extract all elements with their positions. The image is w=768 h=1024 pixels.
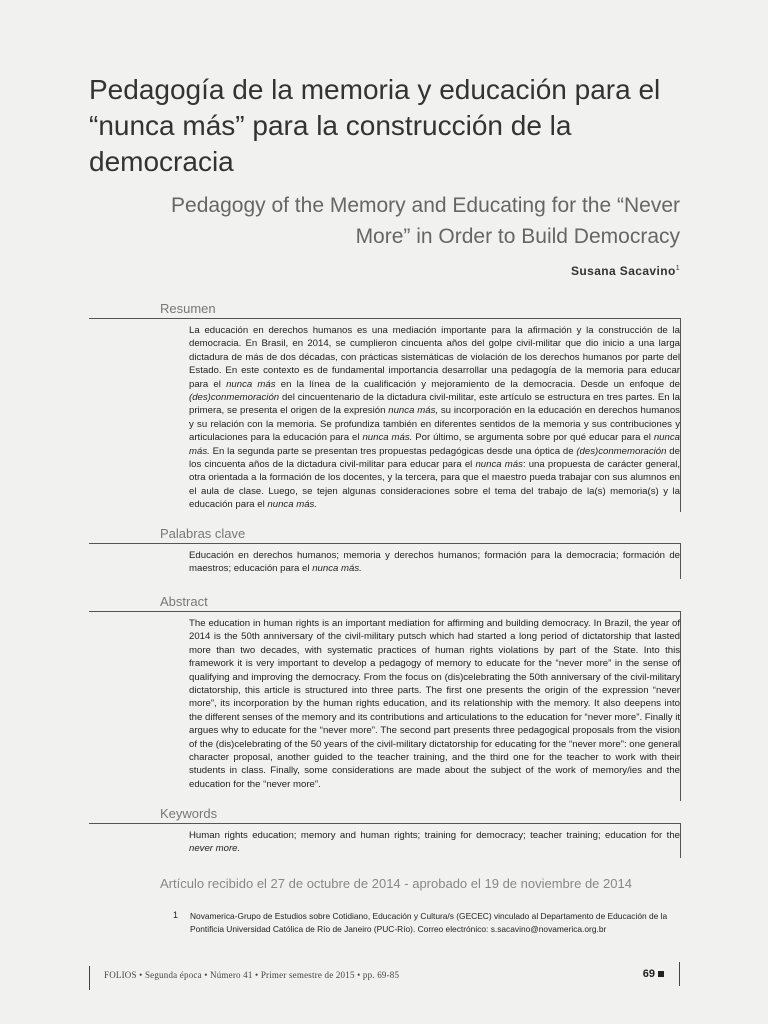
article-title-en: Pedagogy of the Memory and Educating for the “Never More” in Order to Build Democracy — [171, 194, 680, 248]
received-dates: Artículo recibido el 27 de octubre de 2014 - aprobado el 19 de noviembre de 2014 — [160, 876, 632, 891]
author-name-text: Susana Sacavino — [570, 264, 676, 278]
keywords-heading: Keywords — [160, 806, 218, 821]
journal-footer: FOLIOS • Segunda época • Número 41 • Primer semestre de 2015 • pp. 69-85 — [104, 970, 400, 980]
resumen-heading: Resumen — [160, 301, 216, 316]
resumen-side-bar — [680, 318, 681, 512]
palabras-clave-side-bar — [680, 543, 681, 579]
page-square-icon — [658, 971, 664, 977]
page-number-text: 69 — [642, 968, 655, 980]
author-footnote-mark: 1 — [675, 265, 680, 272]
resumen-rule — [89, 318, 681, 319]
abstract-text: The education in human rights is an important mediation for affirming and building democracy. In Brazil, the year of 2014 is the 50th anniversary of the civil-military putsch which had started a long period of dictatorship that lasted more than two decades, with systematic practices of human rights violations by part of the State. Into this framework it is very important to develop a pedagogy of memory to educate for the “never more” in the sense of qualifying and improving the democracy. From the focus on (dis)celebrating the 50th anniversary of the civil-military dictatorship, this article is structured into three parts. The first one presents the origin of the expression “never more”, its incorporation by the human rights education, and its relationship with the memory. It also deepens into the different senses of the memory and its contributions and articulations to the education for “never more”. Finally it argues why to educate for the “never more”. The second part presents three pedagogical proposals from the vision of the (dis)celebrating of the 50 years of the civil-military dictatorship for educating for the “never more”: one general character proposal, another guided to the teacher training, and the third one for the teacher to work with their students in class. Finally, some considerations are made about the subject of the work of memory/ies and the education for the “never more”. — [189, 618, 680, 790]
footer-left-bar — [89, 966, 90, 990]
resumen-text: La educación en derechos humanos es una mediación importante para la afirmación y la construcción de la democracia. En Brasil, en 2014, se cumplieron cincuenta años del golpe civil-militar que dio inicio a una larga dictadura de más de dos décadas, con prácticas sistemáticas de violación de los derechos humanos por parte del Estado. En este contexto es de fundamental importancia desarrollar una pedagogía de la memoria para educar para el nunca más en la línea de la cualificación y mejoramiento de la democracia. Desde un enfoque de (des)conmemoración del cincuentenario de la dictadura civil-militar, este artículo se estructura en tres partes. En la primera, se presenta el origen de la expresión nunca más, su incorporación en la educación en derechos humanos y su relación con la memoria. Se profundiza también en diferentes sentidos de la memoria y sus contribuciones y articulaciones para la educación para el nunca más. Por último, se argumenta sobre por qué educar para el nunca más. En la segunda parte se presentan tres propuestas pedagógicas desde una óptica de (des)conmemoración de los cincuenta años de la dictadura civil-militar para educar para el nunca más: una propuesta de carácter general, otra orientada a la formación de los docentes, y la tercera, para que el maestro pueda trabajar con sus alumnos en el aula de clase. Luego, se tejen algunas consideraciones sobre el tema del trabajo de la(s) memoria(s) y la educación para el nunca más. — [189, 325, 681, 511]
palabras-clave-heading: Palabras clave — [160, 526, 246, 541]
keywords-text: Human rights education; memory and human rights; training for democracy; teacher training; education for the never more. — [189, 830, 680, 855]
palabras-clave-rule — [89, 543, 681, 544]
abstract-side-bar — [680, 611, 681, 801]
footnote-number: 1 — [173, 910, 179, 920]
footnote-text: Novamerica-Grupo de Estudios sobre Cotidiano, Educación y Cultura/s (GECEC) vinculado al Departamento de Educación de la Pontificia Universidad Católica de Río de Janeiro (PUC-Río). Correo electrónico: s.sacavino@novamerica.org.br — [190, 911, 668, 934]
article-title-es: Pedagogía de la memoria y educación para el “nunca más” para la construcción de la democracia — [89, 74, 661, 177]
abstract-rule — [89, 611, 681, 612]
palabras-clave-text: Educación en derechos humanos; memoria y derechos humanos; formación para la democracia; formación de maestros; educación para el nunca más. — [189, 550, 680, 575]
abstract-heading: Abstract — [160, 594, 208, 609]
page-number — [643, 968, 664, 980]
author-name — [571, 264, 680, 278]
footer-right-bar — [679, 962, 680, 986]
keywords-rule — [89, 823, 681, 824]
keywords-side-bar — [680, 823, 681, 858]
